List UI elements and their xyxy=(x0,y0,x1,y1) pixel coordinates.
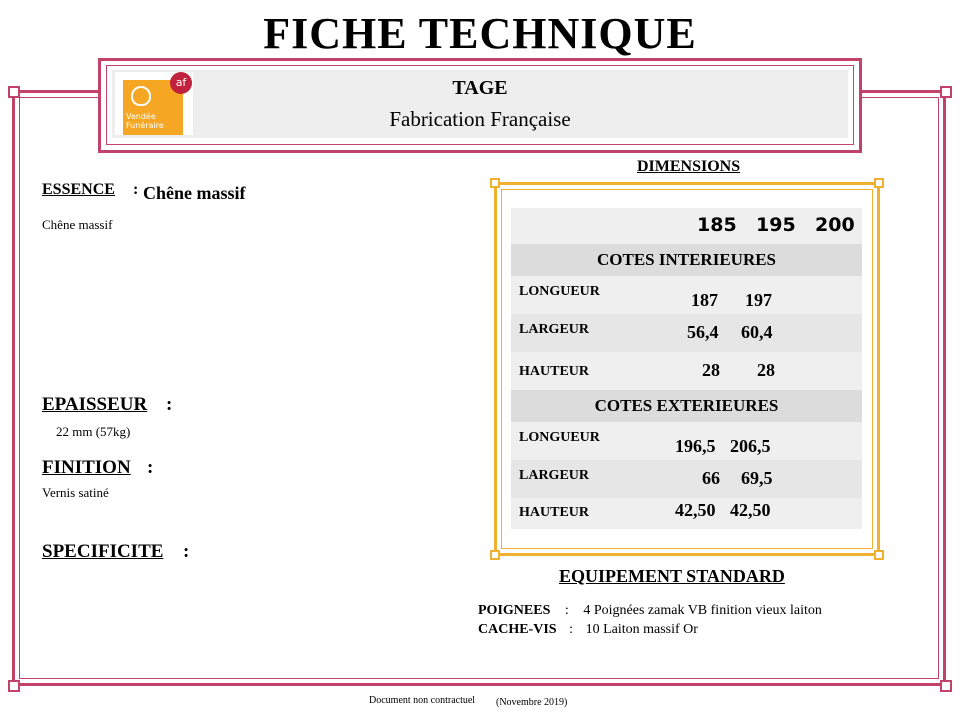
frame-corner xyxy=(8,680,20,692)
specificite-label: SPECIFICITE xyxy=(42,541,164,562)
row-value: 42,50 xyxy=(675,500,716,520)
table-row xyxy=(511,422,862,460)
specificite-colon: : xyxy=(183,541,190,562)
sizes-row xyxy=(511,208,862,244)
row-value: 60,4 xyxy=(741,322,773,342)
essence-description: Chêne massif xyxy=(42,217,113,232)
row-value: 196,5 xyxy=(675,436,716,456)
dimensions-frame-corner xyxy=(874,178,884,188)
dimensions-frame-corner xyxy=(490,178,500,188)
section-header-interieures: COTES INTERIEURES xyxy=(511,244,862,276)
frame-corner xyxy=(8,86,20,98)
product-subtitle: Fabrication Française xyxy=(389,107,571,131)
size-value: 195 xyxy=(756,214,796,236)
product-name: TAGE xyxy=(452,77,508,99)
section-header-exterieures: COTES EXTERIEURES xyxy=(511,390,862,422)
row-label: LARGEUR xyxy=(519,322,590,337)
table-row xyxy=(511,460,862,498)
dimensions-title: DIMENSIONS xyxy=(637,158,741,175)
frame-corner xyxy=(940,86,952,98)
row-value: 28 xyxy=(757,360,775,380)
dimensions-frame-corner xyxy=(490,550,500,560)
row-label: HAUTEUR xyxy=(519,505,590,520)
table-row xyxy=(511,276,862,314)
essence-label: ESSENCE xyxy=(42,181,115,198)
size-value: 200 xyxy=(815,214,855,236)
epaisseur-colon: : xyxy=(166,394,173,415)
row-value: 28 xyxy=(702,360,720,380)
dimensions-frame-corner xyxy=(874,550,884,560)
size-value: 185 xyxy=(697,214,737,236)
equipement-item-value: 10 Laiton massif Or xyxy=(585,622,698,637)
equipement-item xyxy=(478,622,698,638)
row-value: 197 xyxy=(745,290,772,310)
finition-value: Vernis satiné xyxy=(42,485,109,500)
brand-logo-text: Vendée Funéraire xyxy=(126,112,164,130)
row-label: LARGEUR xyxy=(519,468,590,483)
epaisseur-label: EPAISSEUR xyxy=(42,394,148,415)
essence-value: Chêne massif xyxy=(143,183,246,203)
footer-date: (Novembre 2019) xyxy=(496,697,568,708)
brand-badge: af xyxy=(170,72,192,94)
equipement-title: EQUIPEMENT STANDARD xyxy=(559,566,785,586)
row-label: HAUTEUR xyxy=(519,364,590,379)
table-row xyxy=(511,314,862,352)
equipement-item-label: POIGNEES xyxy=(478,603,551,618)
equipement-item-label: CACHE-VIS xyxy=(478,622,557,637)
row-value: 187 xyxy=(691,290,718,310)
essence-colon: : xyxy=(133,181,139,198)
equipement-item-value: 4 Poignées zamak VB finition vieux laiton xyxy=(583,603,822,618)
row-value: 66 xyxy=(702,468,720,488)
equipement-item-separator: : xyxy=(564,603,569,618)
equipement-item-separator: : xyxy=(569,622,574,637)
footer-note: Document non contractuel xyxy=(369,695,476,706)
epaisseur-value: 22 mm (57kg) xyxy=(56,424,131,439)
row-label: LONGUEUR xyxy=(519,430,600,445)
row-value: 56,4 xyxy=(687,322,719,342)
row-value: 69,5 xyxy=(741,468,773,488)
dimensions-table xyxy=(511,208,862,529)
equipement-item xyxy=(478,603,822,619)
finition-colon: : xyxy=(147,457,154,478)
frame-corner xyxy=(940,680,952,692)
page-title: FICHE TECHNIQUE xyxy=(263,9,697,58)
table-row xyxy=(511,498,862,529)
row-value: 206,5 xyxy=(730,436,771,456)
row-label: LONGUEUR xyxy=(519,284,600,299)
table-row xyxy=(511,352,862,390)
finition-label: FINITION xyxy=(42,457,131,478)
row-value: 42,50 xyxy=(730,500,771,520)
